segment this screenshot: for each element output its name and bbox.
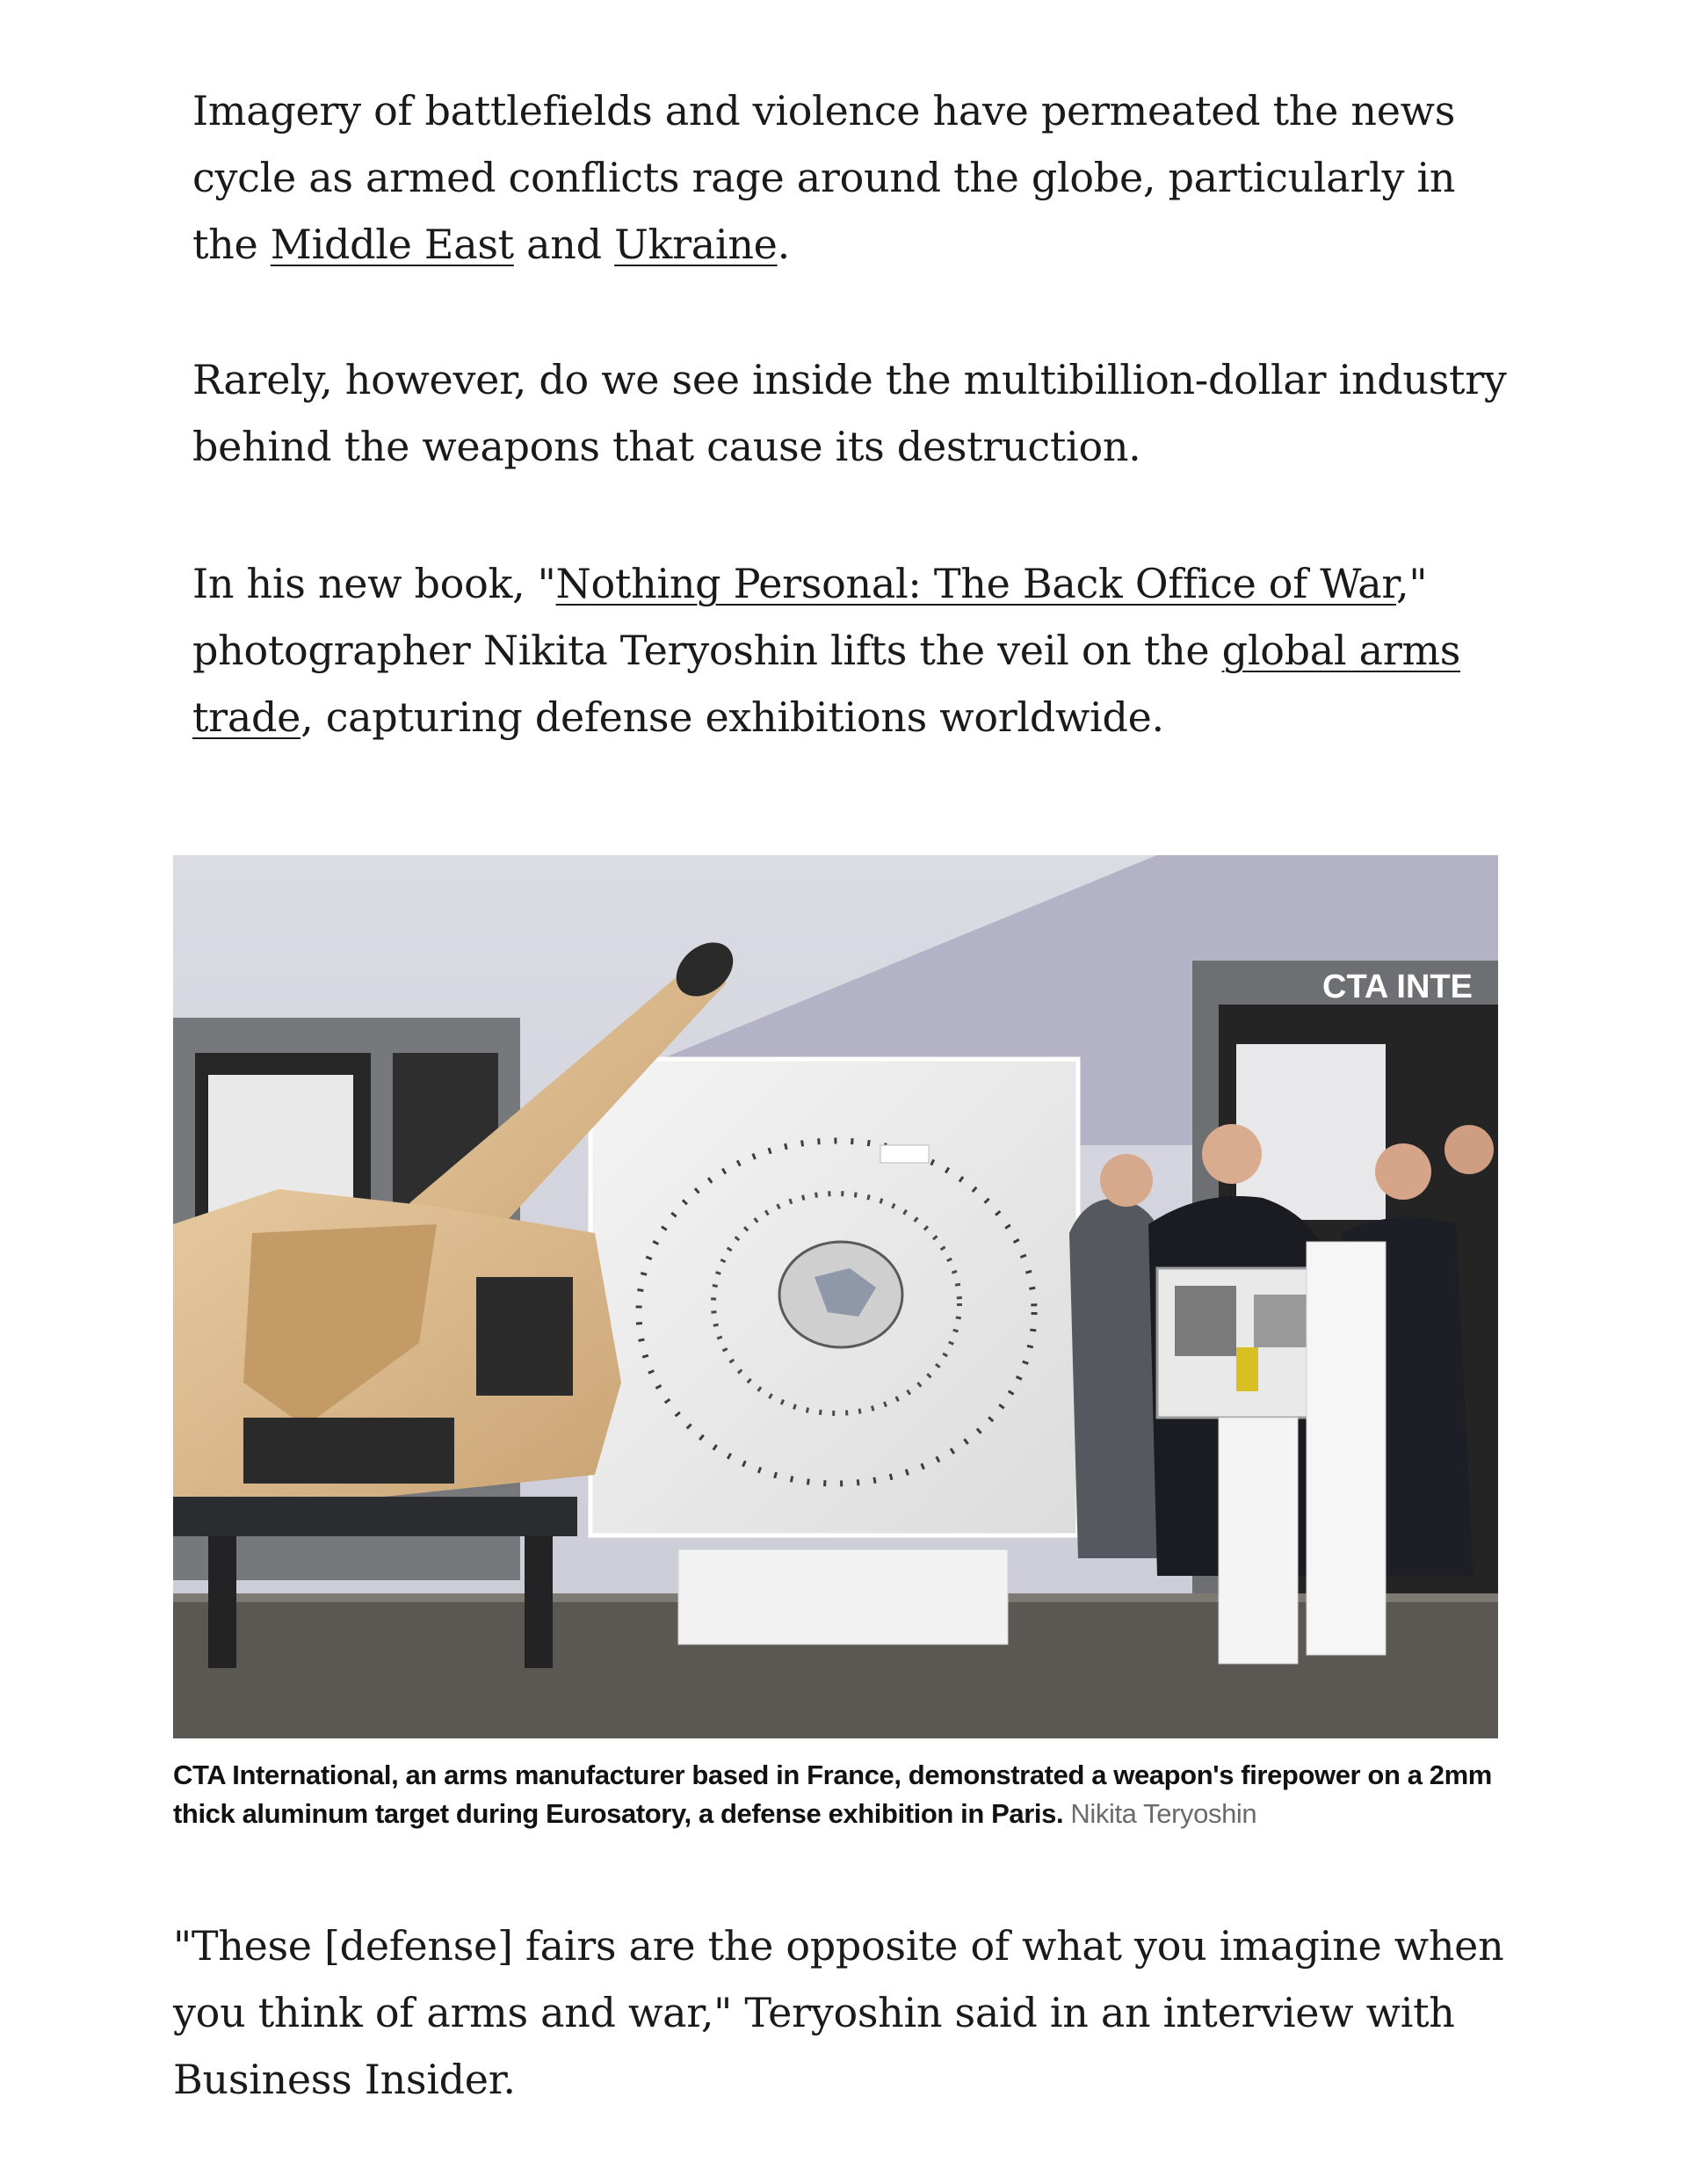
paragraph-text: and [513,221,615,268]
photo-credit: Nikita Teryoshin [1070,1798,1257,1829]
caption-text: CTA International, an arms manufacturer based in France, demonstrated a weapon's firepower on a 2mm thick aluminum target during Eurosatory, a defense exhibition in Paris. [173,1760,1492,1829]
paragraph-text: ," photographer Nikita Teryoshin lifts the veil on the [192,560,1428,674]
paragraph-text: Imagery of battlefields and violence have permeated the news cycle as armed conflicts rage around the globe, particularly in the [192,87,1456,268]
link-ukraine[interactable]: Ukraine [614,221,778,268]
paragraph-intro [192,77,1528,278]
paragraph-text: . [777,221,790,268]
link-book-title[interactable]: Nothing Personal: The Back Office of War [555,560,1396,607]
figure-caption [173,1756,1544,1833]
paragraph-book [192,550,1528,751]
booth-sign-text: CTA INTE [1322,969,1473,1005]
paragraph-industry: Rarely, however, do we see inside the multibillion-dollar industry behind the weapons that cause its destruction. [192,356,1507,470]
paragraph-quote: "These [defense] fairs are the opposite of what you imagine when you think of arms and war," Teryoshin said in an interview with Business Insider. [173,1922,1504,2103]
link-middle-east[interactable]: Middle East [270,221,514,268]
exhibition-photo-illustration [173,855,1498,1738]
paragraph-text: , capturing defense exhibitions worldwide. [300,693,1164,741]
link-global-arms-trade[interactable]: global arms trade [192,627,1461,741]
article-photo [173,855,1498,1738]
paragraph-text: In his new book, " [192,560,556,607]
